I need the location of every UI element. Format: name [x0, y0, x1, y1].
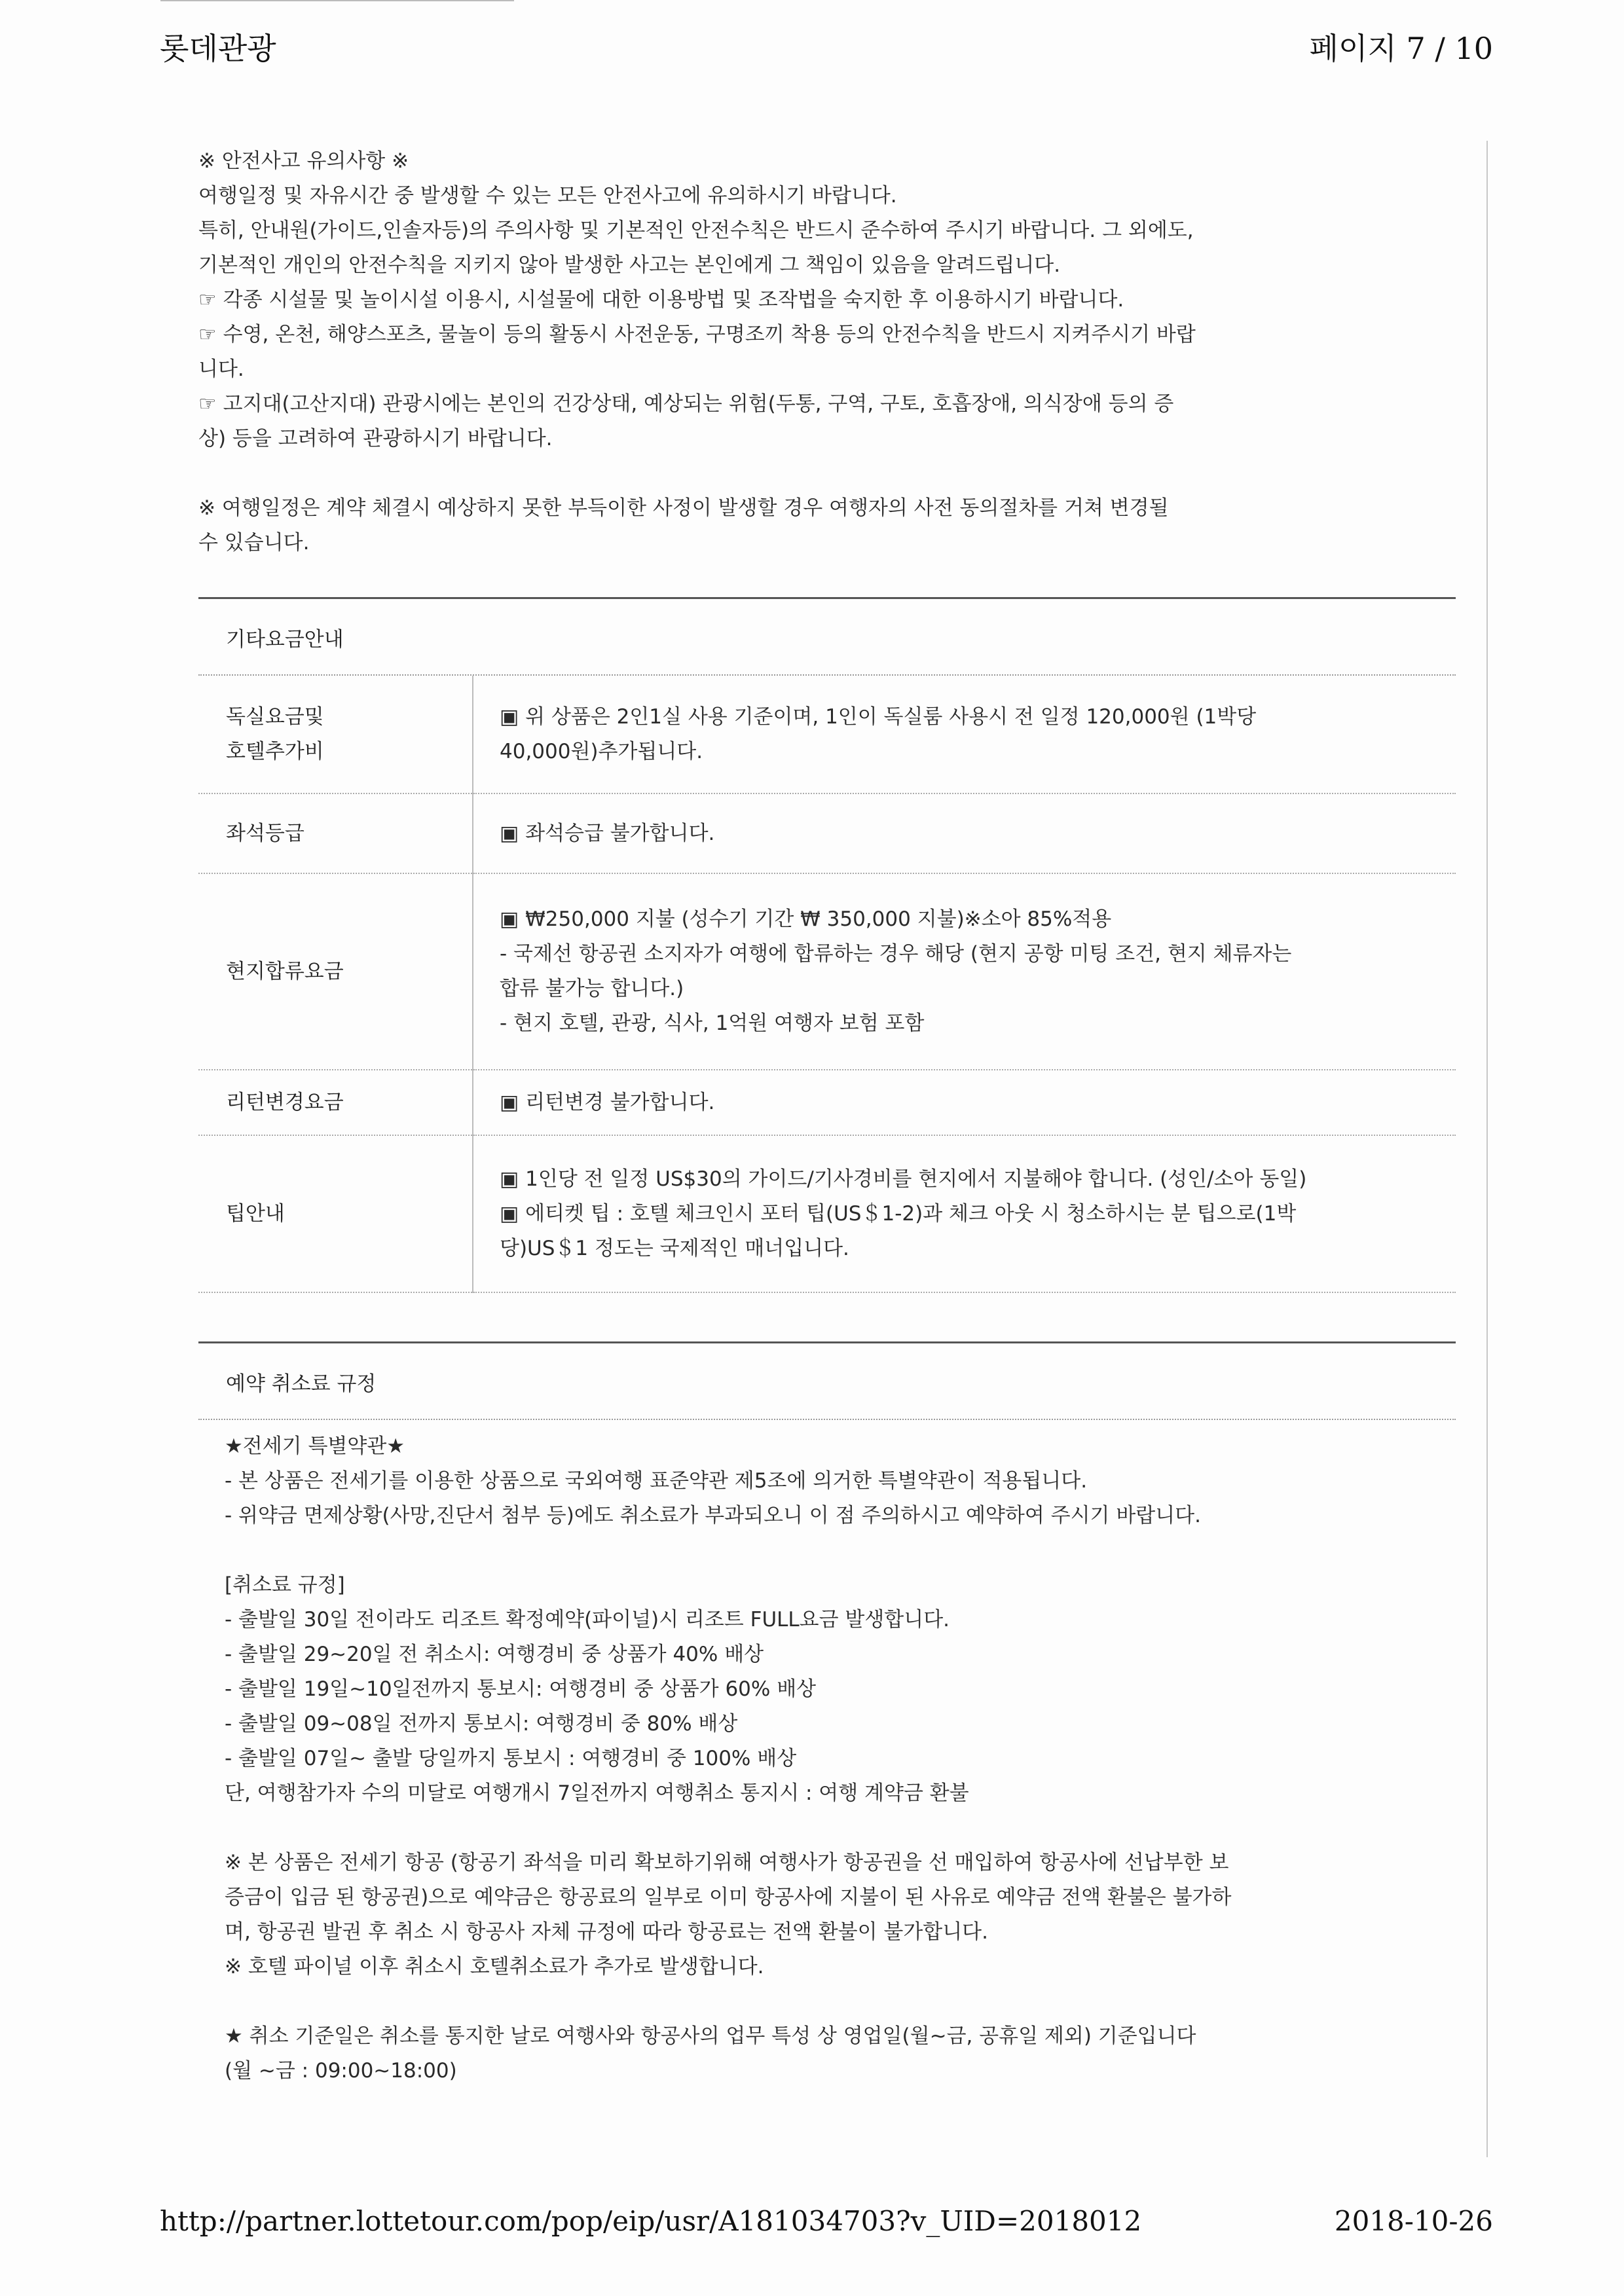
- cancel-policy: [198, 1420, 1456, 2088]
- safety-title: ※ 안전사고 유의사항 ※: [198, 149, 409, 173]
- safety-line: ☞ 고지대(고산지대) 관광시에는 본인의 건강상태, 예상되는 위험(두통, 구역, 구토, 호흡장애, 의식장애 등의 증: [198, 392, 1174, 416]
- table-row: [198, 793, 1456, 873]
- rules-title: [취소료 규정]: [225, 1573, 345, 1597]
- page-indicator: 페이지 7 / 10: [1309, 31, 1493, 66]
- table-row: [198, 676, 1456, 793]
- row-value: ▣ 좌석승급 불가합니다.: [473, 793, 1456, 873]
- row-label: 독실요금및 호텔추가비: [198, 676, 473, 793]
- row-label: 현지합류요금: [198, 873, 473, 1070]
- row-value: ▣ 1인당 전 일정 US$30의 가이드/기사경비를 현지에서 지불해야 합니다. (성인/소아 동일) ▣ 에티켓 팁 : 호텔 체크인시 포터 팁(US＄1-2)과 체크 아웃 시 청소하시는 분 팁으로(1박 당)US＄1 정도는 국제적인 매너입니다.: [473, 1135, 1456, 1292]
- fees-section-title: 기타요금안내: [226, 628, 344, 651]
- right-margin-line: [1486, 141, 1488, 2157]
- charter-line: - 위약금 면제상황(사망,진단서 첨부 등)에도 취소료가 부과되오니 이 점 주의하시고 예약하여 주시기 바랍니다.: [225, 1504, 1201, 1527]
- safety-line: ☞ 각종 시설물 및 놀이시설 이용시, 시설물에 대한 이용방법 및 조작법을 숙지한 후 이용하시기 바랍니다.: [198, 288, 1124, 312]
- fees-table: [198, 676, 1456, 1293]
- footer-url: http://partner.lottetour.com/pop/eip/usr/A181034703?v_UID=2018012: [160, 2205, 1142, 2237]
- row-value: ▣ 리턴변경 불가합니다.: [473, 1070, 1456, 1135]
- safety-line: 상) 등을 고려하여 관광하시기 바랍니다.: [198, 427, 553, 450]
- rules-line: - 출발일 30일 전이라도 리조트 확정예약(파이널)시 리조트 FULL요금 발생합니다.: [225, 1608, 950, 1631]
- charter-title: ★전세기 특별약관★: [225, 1434, 405, 1458]
- safety-line: 니다.: [198, 357, 244, 381]
- row-label: 리턴변경요금: [198, 1070, 473, 1135]
- footer-date: 2018-10-26: [1334, 2205, 1493, 2237]
- document-body: [198, 144, 1456, 2088]
- safety-line: 기본적인 개인의 안전수칙을 지키지 않아 발생한 사고는 본인에게 그 책임이 있음을 알려드립니다.: [198, 253, 1061, 277]
- charter-line: - 본 상품은 전세기를 이용한 상품으로 국외여행 표준약관 제5조에 의거한 특별약관이 적용됩니다.: [225, 1469, 1088, 1493]
- company-name: 롯데관광: [160, 31, 276, 66]
- itinerary-notice: ※ 여행일정은 계약 체결시 예상하지 못한 부득이한 사정이 발생할 경우 여행자의 사전 동의절차를 거쳐 변경될: [198, 496, 1169, 520]
- safety-line: 특히, 안내원(가이드,인솔자등)의 주의사항 및 기본적인 안전수칙은 반드시 준수하여 주시기 바랍니다. 그 외에도,: [198, 219, 1194, 242]
- safety-line: 여행일정 및 자유시간 중 발생할 수 있는 모든 안전사고에 유의하시기 바랍니다.: [198, 184, 897, 208]
- row-value: ▣ 위 상품은 2인1실 사용 기준이며, 1인이 독실룸 사용시 전 일정 120,000원 (1박당 40,000원)추가됩니다.: [473, 676, 1456, 793]
- row-label: 좌석등급: [198, 793, 473, 873]
- rules-line: 단, 여행참가자 수의 미달로 여행개시 7일전까지 여행취소 통지시 : 여행 계약금 환불: [225, 1781, 969, 1805]
- note-line: ※ 호텔 파이널 이후 취소시 호텔취소료가 추가로 발생합니다.: [225, 1955, 764, 1978]
- top-edge-line: [160, 0, 514, 1]
- safety-section: [198, 144, 1456, 560]
- rules-line: - 출발일 07일~ 출발 당일까지 통보시 : 여행경비 중 100% 배상: [225, 1747, 797, 1770]
- basis-line: (월 ~금 : 09:00~18:00): [225, 2059, 457, 2083]
- rules-line: - 출발일 29~20일 전 취소시: 여행경비 중 상품가 40% 배상: [225, 1643, 764, 1666]
- table-row: [198, 1070, 1456, 1135]
- table-row: [198, 1135, 1456, 1292]
- rules-line: - 출발일 09~08일 전까지 통보시: 여행경비 중 80% 배상: [225, 1712, 738, 1736]
- row-label: 팁안내: [198, 1135, 473, 1292]
- safety-line: ☞ 수영, 온천, 해양스포츠, 물놀이 등의 활동시 사전운동, 구명조끼 착용 등의 안전수칙을 반드시 지켜주시기 바랍: [198, 323, 1196, 346]
- note-line: 며, 항공권 발권 후 취소 시 항공사 자체 규정에 따라 항공료는 전액 환불이 불가합니다.: [225, 1920, 988, 1944]
- table-row: [198, 873, 1456, 1070]
- cancel-section-title: 예약 취소료 규정: [226, 1372, 377, 1396]
- basis-line: ★ 취소 기준일은 취소를 통지한 날로 여행사와 항공사의 업무 특성 상 영업일(월~금, 공휴일 제외) 기준입니다: [225, 2024, 1196, 2048]
- itinerary-notice: 수 있습니다.: [198, 531, 310, 555]
- note-line: ※ 본 상품은 전세기 항공 (항공기 좌석을 미리 확보하기위해 여행사가 항공권을 선 매입하여 항공사에 선납부한 보: [225, 1851, 1229, 1874]
- row-value: ▣ ₩250,000 지불 (성수기 기간 ₩ 350,000 지불)※소아 85%적용 - 국제선 항공권 소지자가 여행에 합류하는 경우 해당 (현지 공항 미팅 조건, 현지 체류자는 합류 불가능 합니다.) - 현지 호텔, 관광, 식사, 1억원 여행자 보험 포함: [473, 873, 1456, 1070]
- rules-line: - 출발일 19일~10일전까지 통보시: 여행경비 중 상품가 60% 배상: [225, 1677, 817, 1701]
- note-line: 증금이 입금 된 항공권)으로 예약금은 항공료의 일부로 이미 항공사에 지불이 된 사유로 예약금 전액 환불은 불가하: [225, 1886, 1232, 1909]
